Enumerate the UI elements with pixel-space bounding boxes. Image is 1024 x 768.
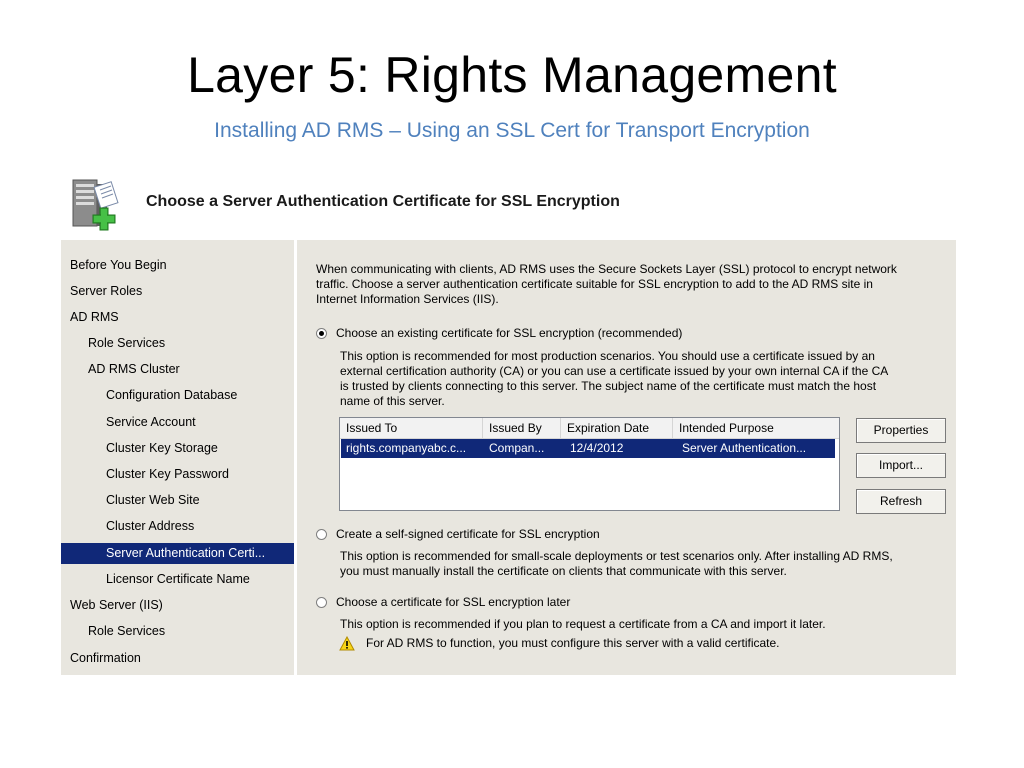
nav-item-web-server-iis[interactable]: Web Server (IIS) [70, 598, 163, 612]
nav-item-iis-role-services[interactable]: Role Services [88, 624, 166, 638]
radio-existing-certificate[interactable] [316, 328, 327, 339]
description-line: you must manually install the certificate on clients that communicate with this server. [340, 564, 787, 578]
intro-line: traffic. Choose a server authentication certificate suitable for SSL encryption to add to the AD RMS site in [316, 277, 873, 291]
nav-item-cluster-key-password[interactable]: Cluster Key Password [106, 467, 229, 481]
nav-item-cluster-key-storage[interactable]: Cluster Key Storage [106, 441, 218, 455]
nav-item-cluster-address[interactable]: Cluster Address [106, 519, 195, 533]
intro-line: When communicating with clients, AD RMS uses the Secure Sockets Layer (SSL) protocol to encrypt network [316, 262, 897, 276]
nav-item-server-authentication-certificate[interactable]: Server Authentication Certi... [61, 543, 294, 564]
wizard-heading: Choose a Server Authentication Certificate for SSL Encryption [146, 193, 620, 210]
cell-expiration-date: 12/4/2012 [570, 441, 624, 455]
radio-existing-certificate-label[interactable]: Choose an existing certificate for SSL encryption (recommended) [336, 326, 683, 340]
import-button[interactable]: Import... [856, 453, 946, 478]
server-add-icon [67, 174, 129, 234]
intro-line: Internet Information Services (IIS). [316, 292, 499, 306]
self-signed-description [340, 549, 893, 579]
nav-item-role-services[interactable]: Role Services [88, 336, 166, 350]
nav-item-ad-rms[interactable]: AD RMS [70, 310, 119, 324]
cell-issued-to: rights.companyabc.c... [346, 441, 467, 455]
wizard-body [61, 240, 956, 675]
column-expiration-date[interactable]: Expiration Date [561, 418, 673, 438]
slide-subtitle: Installing AD RMS – Using an SSL Cert for Transport Encryption [214, 119, 810, 142]
nav-item-service-account[interactable]: Service Account [106, 415, 196, 429]
column-issued-by[interactable]: Issued By [483, 418, 561, 438]
certificate-later-description: This option is recommended if you plan to request a certificate from a CA and import it later. [340, 617, 826, 631]
radio-self-signed-certificate-label[interactable]: Create a self-signed certificate for SSL encryption [336, 527, 600, 541]
intro-text [316, 262, 897, 307]
certificate-list[interactable] [339, 417, 840, 511]
slide-title: Layer 5: Rights Management [187, 47, 837, 103]
nav-item-licensor-certificate-name[interactable]: Licensor Certificate Name [106, 572, 250, 586]
nav-item-ad-rms-cluster[interactable]: AD RMS Cluster [88, 362, 180, 376]
nav-item-server-roles[interactable]: Server Roles [70, 284, 143, 298]
description-line: This option is recommended for most production scenarios. You should use a certificate issued by an [340, 349, 875, 363]
radio-certificate-later-label[interactable]: Choose a certificate for SSL encryption later [336, 595, 571, 609]
nav-item-before-you-begin[interactable]: Before You Begin [70, 258, 167, 272]
certificate-list-header [340, 418, 839, 439]
description-line: external certification authority (CA) or you can use a certificate issued by your own internal CA if the CA [340, 364, 889, 378]
column-intended-purpose[interactable]: Intended Purpose [679, 421, 774, 435]
wizard-header [61, 172, 956, 240]
description-line: name of this server. [340, 394, 445, 408]
refresh-button[interactable]: Refresh [856, 489, 946, 514]
nav-item-cluster-web-site[interactable]: Cluster Web Site [106, 493, 200, 507]
wizard-content [297, 240, 956, 675]
properties-button[interactable]: Properties [856, 418, 946, 443]
warning-icon [339, 636, 355, 651]
warning-text: For AD RMS to function, you must configure this server with a valid certificate. [366, 636, 780, 650]
table-row[interactable] [341, 439, 835, 458]
description-line: This option is recommended for small-scale deployments or test scenarios only. After installing AD RMS, [340, 549, 893, 563]
cell-intended-purpose: Server Authentication... [682, 441, 807, 455]
wizard-nav [61, 240, 297, 675]
column-issued-to[interactable]: Issued To [340, 418, 483, 438]
existing-certificate-description [340, 349, 888, 409]
description-line: is trusted by clients connecting to this server. The subject name of the certificate must match the host [340, 379, 877, 393]
radio-certificate-later[interactable] [316, 597, 327, 608]
nav-item-confirmation[interactable]: Confirmation [70, 651, 141, 665]
nav-item-configuration-database[interactable]: Configuration Database [106, 388, 238, 402]
cell-issued-by: Compan... [489, 441, 545, 455]
radio-self-signed-certificate[interactable] [316, 529, 327, 540]
